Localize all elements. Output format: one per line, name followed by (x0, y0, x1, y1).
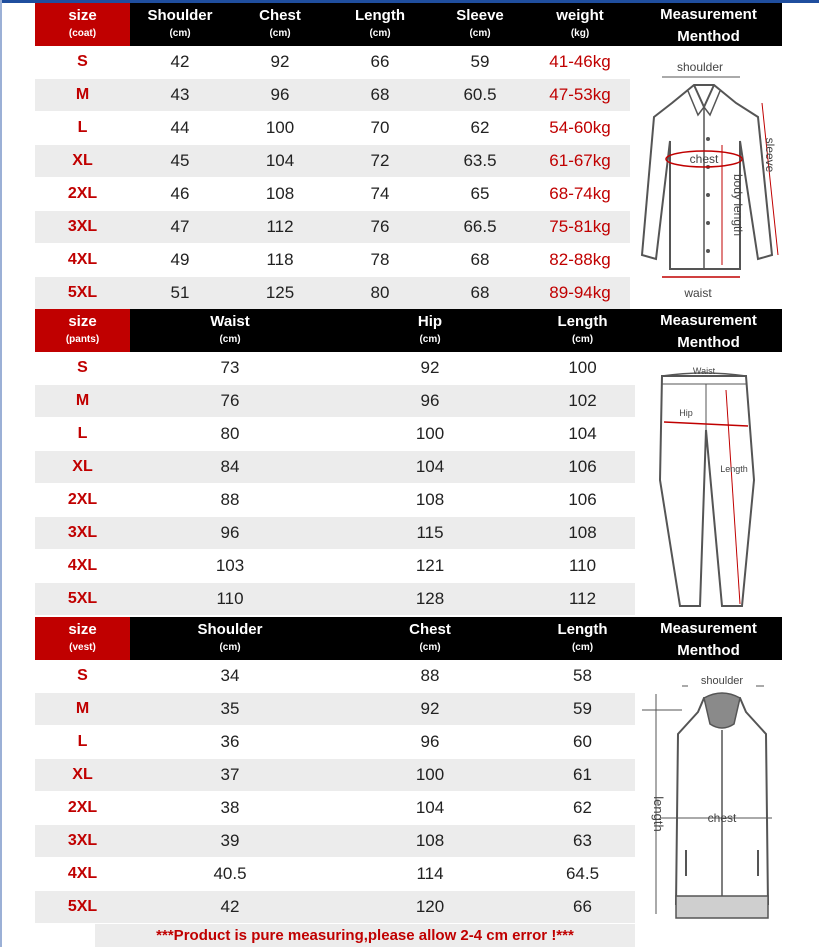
pants-cell-hip: 100 (415, 424, 445, 443)
coat-header-length: Length (cm) (355, 7, 405, 39)
vest-label-shoulder: shoulder (700, 675, 744, 687)
vest-header-length: Length (cm) (557, 621, 608, 653)
pants-cell-hip: 96 (420, 391, 440, 410)
vest-cell-size: M (75, 700, 90, 717)
coat-table-row (35, 79, 630, 111)
coat-cell-weight: 75-81kg (549, 217, 611, 236)
coat-cell-size: 5XL (67, 284, 98, 301)
coat-label-waist: waist (684, 286, 712, 300)
coat-cell-sleeve: 68 (470, 283, 490, 302)
vest-header-size: size (vest) (68, 621, 97, 653)
vest-cell-chest: 96 (420, 732, 440, 751)
vest-cell-shoulder: 40.5 (213, 864, 247, 883)
pants-header-hip: Hip (cm) (417, 313, 443, 345)
vest-cell-shoulder: 36 (220, 732, 240, 751)
coat-cell-shoulder: 46 (170, 184, 190, 203)
pants-header-size: size (pants) (65, 313, 100, 345)
pants-cell-length: 106 (568, 490, 597, 509)
coat-table-row (35, 277, 630, 309)
vest-cell-length: 63 (573, 831, 592, 850)
vest-cell-size: S (77, 667, 88, 684)
pants-cell-length: 100 (568, 358, 597, 377)
pants-cell-length: 104 (568, 424, 597, 443)
coat-cell-weight: 61-67kg (549, 151, 611, 170)
vest-cell-size: XL (72, 766, 93, 783)
coat-cell-shoulder: 43 (170, 85, 190, 104)
pants-cell-size: L (77, 425, 88, 442)
vest-table-row (35, 660, 635, 692)
left-border (0, 0, 2, 947)
coat-cell-weight: 47-53kg (549, 85, 611, 104)
coat-cell-shoulder: 47 (170, 217, 190, 236)
coat-cell-length: 68 (370, 85, 390, 104)
pants-cell-waist: 103 (215, 556, 245, 575)
vest-cell-length: 62 (573, 798, 592, 817)
vest-cell-shoulder: 34 (220, 666, 240, 685)
vest-header-measurement: Measurement Menthod (660, 620, 757, 659)
pants-cell-length: 108 (568, 523, 597, 542)
coat-cell-chest: 125 (265, 283, 295, 302)
coat-cell-length: 80 (370, 283, 390, 302)
pants-cell-hip: 108 (415, 490, 445, 509)
vest-cell-length: 59 (573, 699, 592, 718)
pants-header-measurement: Measurement Menthod (660, 312, 757, 351)
pants-cell-hip: 104 (415, 457, 445, 476)
vest-table-row (35, 759, 635, 791)
vest-cell-chest: 114 (416, 864, 444, 883)
coat-cell-weight: 82-88kg (549, 250, 611, 269)
vest-cell-length: 66 (573, 897, 592, 916)
pants-cell-size: M (75, 392, 90, 409)
measurement-error-note: ***Product is pure measuring,please allow 2-4 cm error !*** (95, 924, 635, 947)
pants-cell-size: S (77, 359, 88, 376)
vest-table-row (35, 726, 635, 758)
vest-cell-length: 58 (573, 666, 592, 685)
coat-cell-chest: 96 (270, 85, 290, 104)
pants-cell-length: 112 (568, 589, 597, 608)
coat-cell-shoulder: 45 (170, 151, 190, 170)
coat-table-row (35, 145, 630, 177)
vest-cell-chest: 92 (420, 699, 440, 718)
pants-cell-waist: 96 (220, 523, 240, 542)
coat-cell-sleeve: 59 (470, 52, 490, 71)
pants-cell-hip: 121 (415, 556, 445, 575)
coat-header-measurement: Measurement Menthod (660, 6, 757, 45)
vest-cell-size: 5XL (67, 898, 98, 915)
coat-header-shoulder: Shoulder (cm) (147, 7, 213, 39)
vest-cell-shoulder: 42 (220, 897, 240, 916)
coat-cell-length: 66 (370, 52, 390, 71)
pants-cell-size: 3XL (67, 524, 98, 541)
pants-cell-length: 110 (568, 556, 597, 575)
vest-label-length: length (651, 796, 666, 832)
coat-table-row (35, 178, 630, 210)
vest-table-row (35, 858, 635, 890)
vest-table-row (35, 825, 635, 857)
coat-cell-size: M (75, 86, 90, 103)
coat-cell-length: 72 (370, 151, 390, 170)
vest-cell-shoulder: 35 (220, 699, 240, 718)
pants-cell-waist: 73 (220, 358, 240, 377)
coat-cell-size: 2XL (67, 185, 98, 202)
coat-label-shoulder: shoulder (676, 60, 724, 74)
pants-cell-waist: 76 (220, 391, 240, 410)
coat-cell-size: L (77, 119, 88, 136)
vest-cell-length: 64.5 (565, 864, 600, 883)
coat-header-weight: weight (kg) (556, 7, 604, 39)
pants-cell-waist: 80 (220, 424, 240, 443)
coat-cell-shoulder: 49 (170, 250, 190, 269)
pants-cell-size: 5XL (67, 590, 98, 607)
coat-cell-chest: 108 (265, 184, 295, 203)
vest-cell-chest: 88 (420, 666, 440, 685)
vest-cell-chest: 108 (415, 831, 445, 850)
pants-cell-size: XL (72, 458, 93, 475)
pants-label-waist: Waist (692, 366, 716, 376)
pants-table-row (35, 352, 635, 384)
vest-header-chest: Chest (cm) (409, 621, 451, 653)
coat-cell-sleeve: 62 (470, 118, 490, 137)
coat-cell-chest: 92 (270, 52, 290, 71)
coat-cell-chest: 112 (266, 217, 294, 236)
coat-cell-size: 4XL (67, 251, 98, 268)
pants-cell-hip: 92 (420, 358, 440, 377)
vest-cell-chest: 120 (415, 897, 445, 916)
vest-cell-length: 61 (573, 765, 592, 784)
pants-cell-waist: 88 (220, 490, 240, 509)
vest-cell-size: L (77, 733, 88, 750)
vest-cell-size: 3XL (67, 832, 98, 849)
pants-table-row (35, 484, 635, 516)
pants-header-waist: Waist (cm) (210, 313, 250, 345)
coat-cell-sleeve: 66.5 (463, 217, 497, 236)
pants-cell-hip: 128 (415, 589, 445, 608)
coat-table-row (35, 46, 630, 78)
pants-table-row (35, 550, 635, 582)
vest-table-row (35, 693, 635, 725)
coat-cell-weight: 41-46kg (549, 52, 611, 71)
pants-table-row (35, 517, 635, 549)
coat-cell-shoulder: 42 (170, 52, 190, 71)
pants-header-length: Length (cm) (557, 313, 608, 345)
pants-measurement-diagram (640, 360, 780, 610)
pants-label-hip: Hip (679, 408, 693, 418)
coat-cell-length: 74 (370, 184, 390, 203)
coat-header-size: size (coat) (68, 7, 97, 39)
pants-header-row (35, 309, 782, 352)
pants-cell-size: 4XL (67, 557, 98, 574)
vest-cell-chest: 100 (415, 765, 445, 784)
vest-label-chest: chest (707, 811, 737, 825)
vest-cell-chest: 104 (415, 798, 445, 817)
coat-measurement-diagram (632, 55, 782, 301)
vest-header-shoulder: Shoulder (cm) (197, 621, 263, 653)
coat-cell-length: 78 (370, 250, 390, 269)
vest-cell-shoulder: 37 (220, 765, 240, 784)
coat-cell-size: S (77, 53, 88, 70)
coat-header-sleeve: Sleeve (cm) (456, 7, 504, 39)
pants-cell-size: 2XL (67, 491, 98, 508)
vest-table-row (35, 792, 635, 824)
coat-cell-sleeve: 60.5 (463, 85, 497, 104)
coat-cell-weight: 89-94kg (549, 283, 611, 302)
pants-table-row (35, 583, 635, 615)
coat-header-chest: Chest (cm) (259, 7, 301, 39)
pants-cell-length: 106 (568, 457, 597, 476)
vest-cell-size: 4XL (67, 865, 98, 882)
pants-table-row (35, 418, 635, 450)
pants-cell-waist: 84 (220, 457, 240, 476)
coat-cell-sleeve: 65 (470, 184, 490, 203)
vest-cell-size: 2XL (67, 799, 98, 816)
coat-label-chest: chest (689, 152, 719, 166)
coat-label-sleeve: sleeve (763, 137, 777, 173)
vest-cell-shoulder: 38 (220, 798, 240, 817)
coat-header-row (35, 3, 782, 46)
vest-measurement-diagram (642, 664, 782, 934)
coat-cell-size: XL (72, 152, 93, 169)
vest-table-row (35, 891, 635, 923)
coat-cell-length: 76 (370, 217, 390, 236)
coat-cell-length: 70 (370, 118, 390, 137)
pants-label-length: Length (720, 464, 748, 474)
coat-table-row (35, 112, 630, 144)
coat-cell-chest: 104 (265, 151, 295, 170)
coat-cell-weight: 54-60kg (549, 118, 611, 137)
coat-table-row (35, 244, 630, 276)
coat-cell-shoulder: 44 (170, 118, 190, 137)
vest-header-row (35, 617, 782, 660)
coat-cell-sleeve: 63.5 (463, 151, 497, 170)
pants-table-row (35, 385, 635, 417)
coat-cell-chest: 118 (266, 250, 294, 269)
pants-table-row (35, 451, 635, 483)
coat-cell-sleeve: 68 (470, 250, 490, 269)
pants-cell-hip: 115 (416, 523, 444, 542)
coat-cell-size: 3XL (67, 218, 98, 235)
coat-table-row (35, 211, 630, 243)
coat-cell-shoulder: 51 (170, 283, 190, 302)
coat-cell-chest: 100 (265, 118, 295, 137)
pants-cell-length: 102 (568, 391, 597, 410)
coat-label-body-length: body length (731, 173, 745, 237)
vest-cell-shoulder: 39 (220, 831, 240, 850)
pants-cell-waist: 110 (216, 589, 244, 608)
coat-cell-weight: 68-74kg (549, 184, 611, 203)
vest-cell-length: 60 (573, 732, 592, 751)
